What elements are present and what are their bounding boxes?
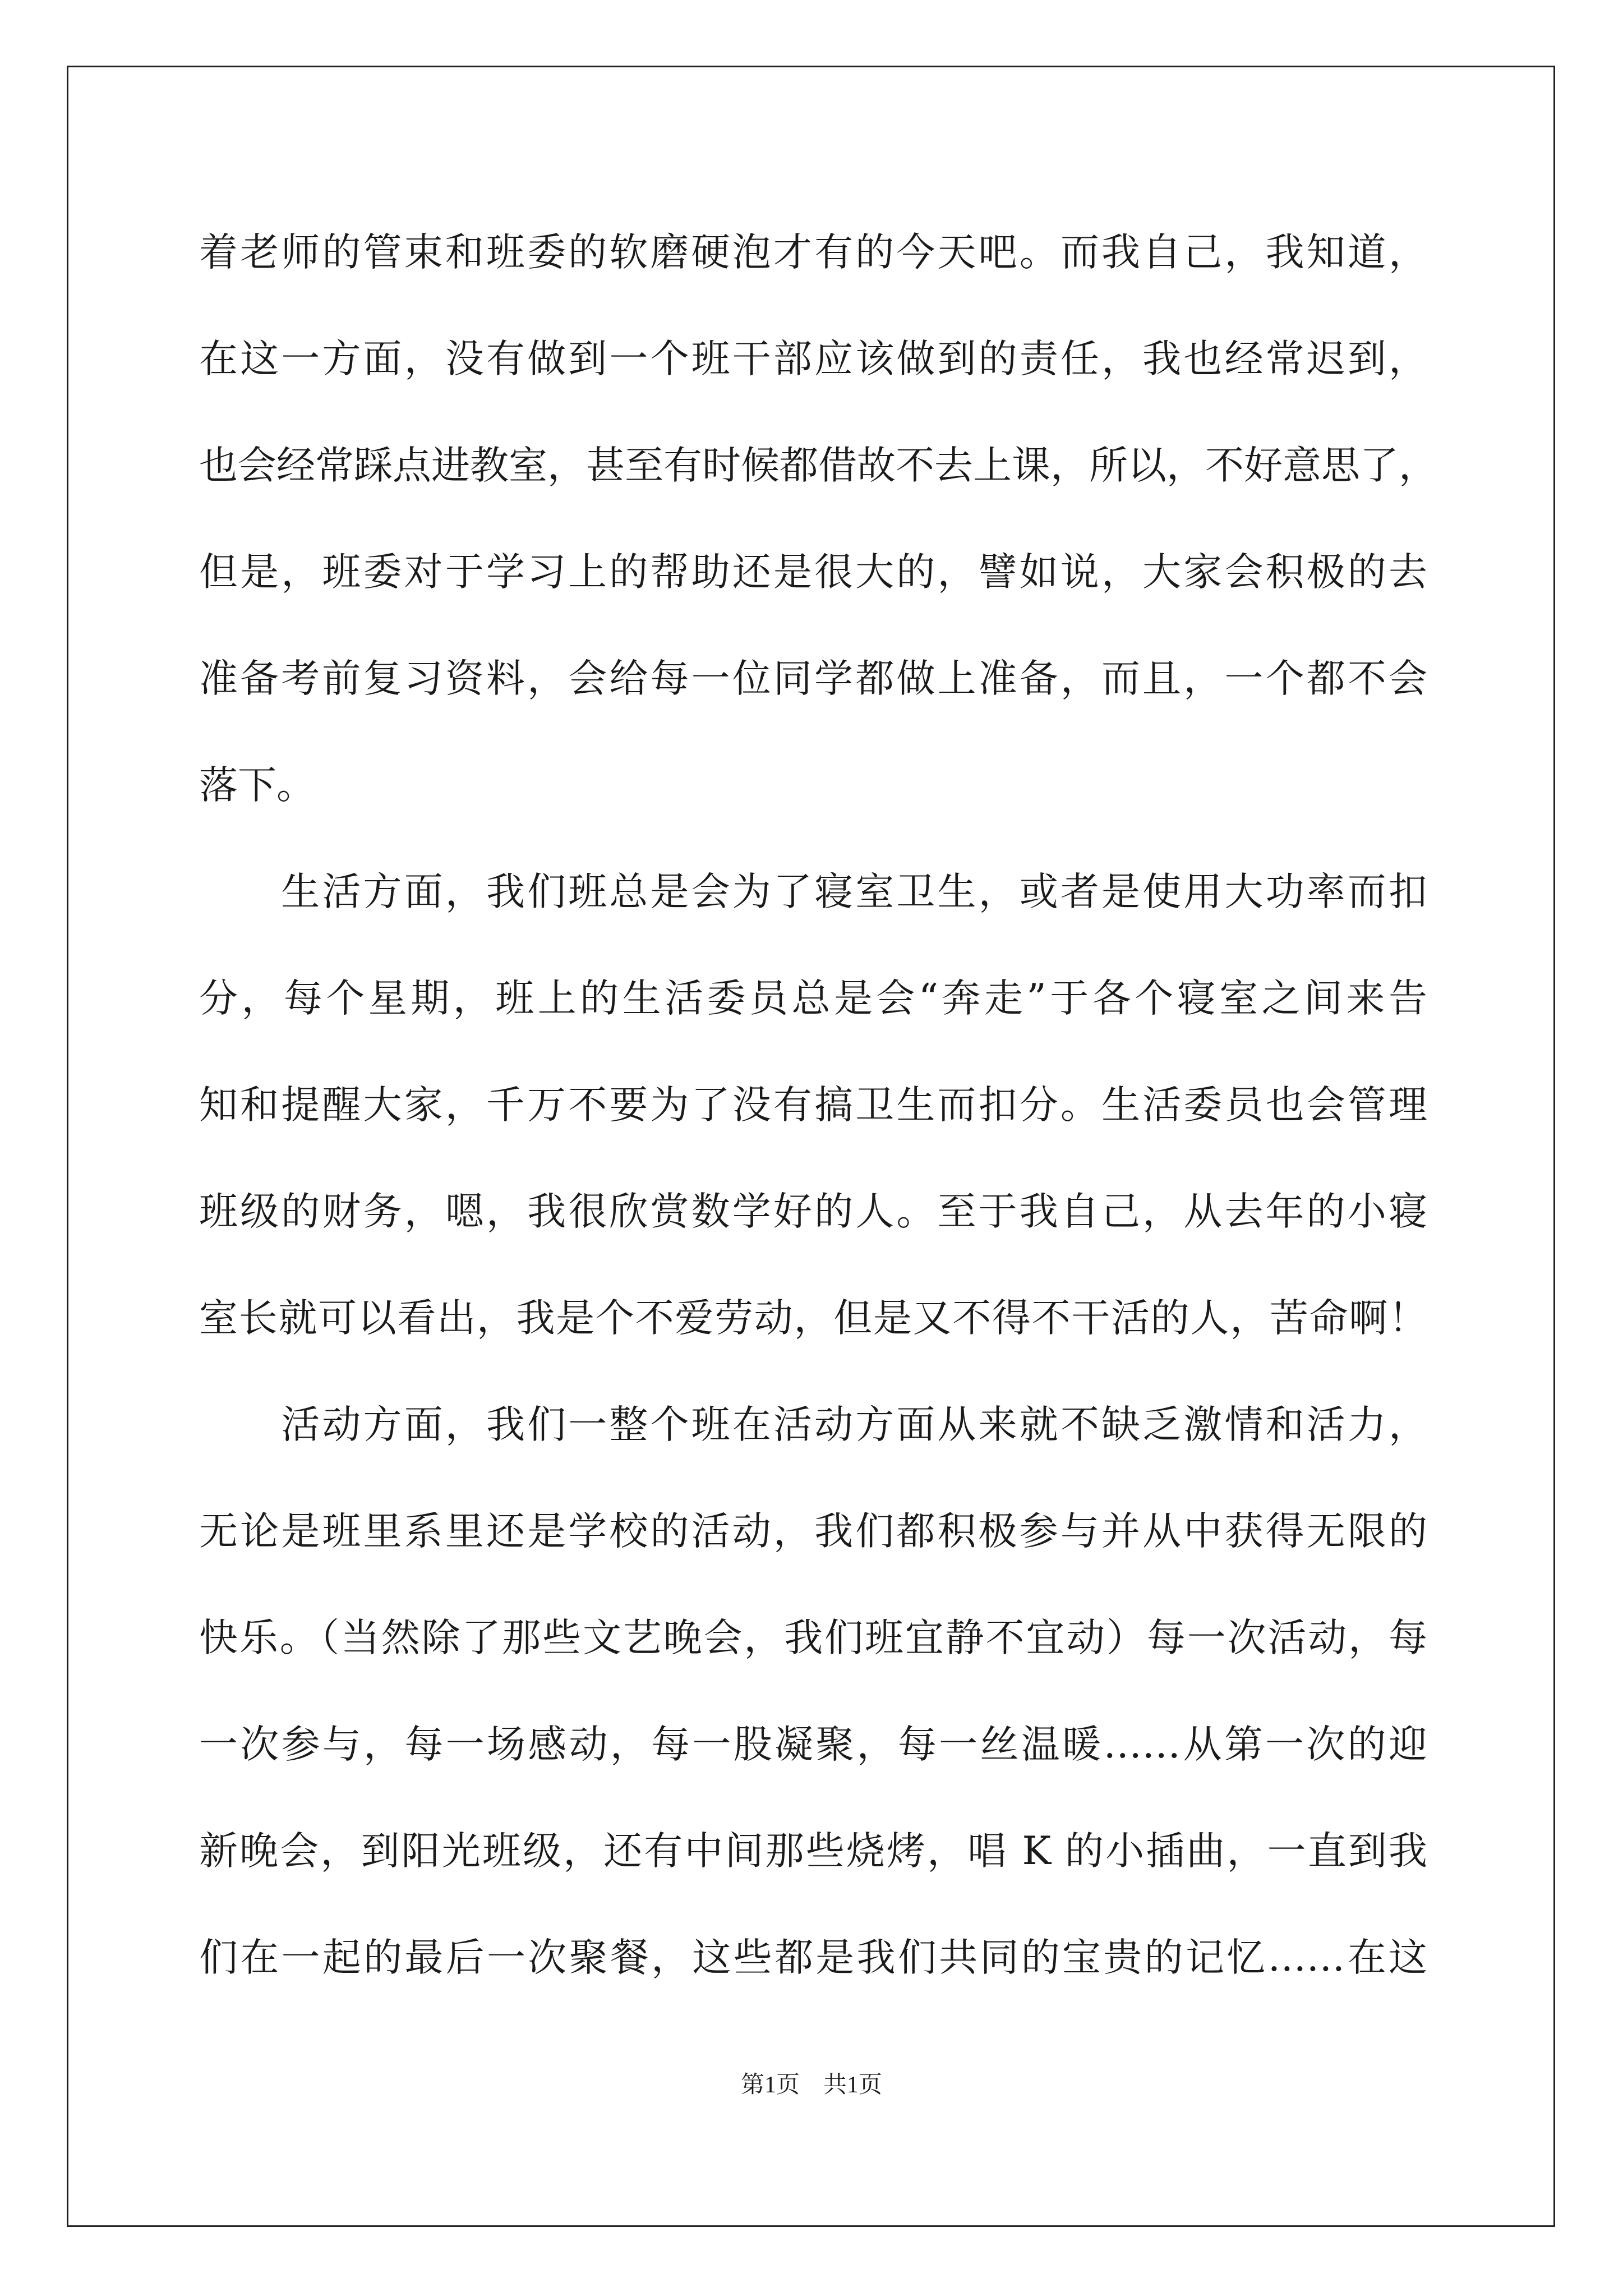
body-text-line: 但是，班委对于学习上的帮助还是很大的，譬如说，大家会积极的去 bbox=[199, 550, 1427, 595]
body-text-line: 们在一起的最后一次聚餐，这些都是我们共同的宝贵的记忆……在这 bbox=[199, 1935, 1427, 1980]
body-text-line: 着老师的管束和班委的软磨硬泡才有的今天吧。而我自己，我知道， bbox=[199, 230, 1427, 275]
body-text-line: 无论是班里系里还是学校的活动，我们都积极参与并从中获得无限的 bbox=[199, 1509, 1427, 1554]
body-text-line: 准备考前复习资料，会给每一位同学都做上准备，而且，一个都不会 bbox=[199, 656, 1427, 701]
total-pages: 共1页 bbox=[823, 2072, 883, 2098]
body-text-line: 分，每个星期，班上的生活委员总是会“奔走”于各个寝室之间来告 bbox=[199, 976, 1427, 1021]
body-text-line: 新晚会，到阳光班级，还有中间那些烧烤，唱 K 的小插曲，一直到我 bbox=[199, 1829, 1427, 1874]
body-text-line: 在这一方面，没有做到一个班干部应该做到的责任，我也经常迟到， bbox=[199, 337, 1427, 381]
body-text-line: 活动方面，我们一整个班在活动方面从来就不缺乏激情和活力， bbox=[199, 1402, 1427, 1447]
page-footer bbox=[0, 2066, 1623, 2100]
body-text-line: 生活方面，我们班总是会为了寝室卫生，或者是使用大功率而扣 bbox=[199, 869, 1427, 914]
body-text-line: 快乐。（当然除了那些文艺晚会，我们班宜静不宜动）每一次活动，每 bbox=[199, 1616, 1427, 1660]
body-text-line: 落下。 bbox=[199, 763, 315, 808]
body-text-line: 室长就可以看出，我是个不爱劳动，但是又不得不干活的人，苦命啊！ bbox=[199, 1296, 1427, 1341]
body-text-line: 知和提醒大家，千万不要为了没有搞卫生而扣分。生活委员也会管理 bbox=[199, 1083, 1427, 1128]
body-text-line: 也会经常踩点进教室，甚至有时候都借故不去上课，所以，不好意思了， bbox=[199, 443, 1437, 488]
body-text-line: 班级的财务，嗯，我很欣赏数学好的人。至于我自己，从去年的小寝 bbox=[199, 1189, 1427, 1234]
body-text-line: 一次参与，每一场感动，每一股凝聚，每一丝温暖……从第一次的迎 bbox=[199, 1722, 1427, 1767]
page-number: 第1页 bbox=[740, 2072, 800, 2098]
